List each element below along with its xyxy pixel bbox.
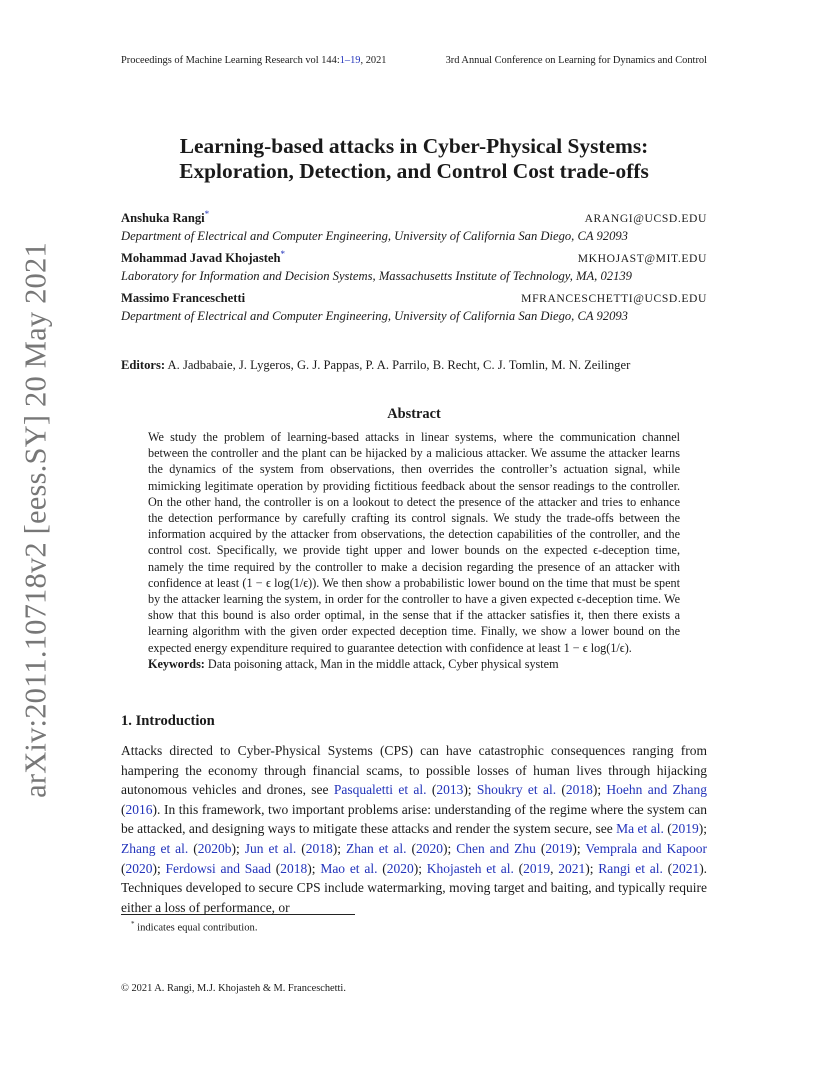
author-affiliation: Department of Electrical and Computer Engineering, University of California San Diego, CA 92093 <box>121 229 628 244</box>
citation-link[interactable]: 2018 <box>305 840 333 856</box>
author-block-3 <box>121 291 707 324</box>
introduction-paragraph <box>121 741 707 917</box>
body-text: ); <box>443 840 457 856</box>
editors-label: Editors: <box>121 358 166 372</box>
copyright-line: © 2021 A. Rangi, M.J. Khojasteh & M. Franceschetti. <box>121 983 346 994</box>
citation-link[interactable]: 2021 <box>558 860 586 876</box>
body-text: ( <box>377 860 387 876</box>
body-text: ( <box>271 860 281 876</box>
body-text: ); <box>592 782 607 798</box>
body-text: ( <box>556 782 566 798</box>
footnote <box>131 920 257 934</box>
proceedings-year: , 2021 <box>360 55 387 66</box>
citation-link[interactable]: 2018 <box>565 782 593 798</box>
citation-link[interactable]: Ma et al. <box>616 821 664 837</box>
citation-link[interactable]: 2020 <box>125 860 153 876</box>
citation-link[interactable]: 2019 <box>523 860 551 876</box>
body-text: ( <box>513 860 524 876</box>
author-affiliation: Laboratory for Information and Decision Systems, Massachusetts Institute of Technology, MA, 02139 <box>121 269 632 284</box>
abstract-heading: Abstract <box>387 406 441 422</box>
author-email: ARANGI@UCSD.EDU <box>584 212 707 226</box>
citation-link[interactable]: 2019 <box>671 821 699 837</box>
citation-link[interactable]: Hoehn and Zhang <box>606 782 707 798</box>
citation-link[interactable]: 2018 <box>280 860 308 876</box>
equal-contribution-marker[interactable]: * <box>280 249 286 259</box>
author-block-1 <box>121 209 707 244</box>
citation-link[interactable]: Jun et al. <box>244 840 297 856</box>
body-text: ); <box>152 860 166 876</box>
equal-contribution-marker[interactable]: * <box>204 209 210 219</box>
keywords-text: Data poisoning attack, Man in the middle attack, Cyber physical system <box>207 656 559 671</box>
author-block-2 <box>121 249 707 284</box>
citation-link[interactable]: Shoukry et al. <box>476 782 557 798</box>
page-range-link[interactable]: 1–19 <box>339 55 361 66</box>
citation-link[interactable]: 2020 <box>386 860 414 876</box>
citation-link[interactable]: 2020b <box>197 840 232 856</box>
keywords-label: Keywords: <box>148 656 205 671</box>
citation-link[interactable]: Zhan et al. <box>345 840 407 856</box>
body-text: Attacks directed to Cyber-Physical Systems (CPS) can have catastrophic consequences ranging from hampering the economy through financial scams, to possible losses of human lives through hijacking autonomous vehicles and drones, see <box>121 743 707 798</box>
body-text: ); <box>572 840 586 856</box>
introduction-body <box>121 741 707 917</box>
abstract-text: We study the problem of learning-based attacks in linear systems, where the communication channel between the controller and the plant can be hijacked by a malicious attacker. We assume the attacker learns the dynamics of the system from observations, then overrides the controller’s actuation signal, while mimicking legitimate operation by providing fictitious feedback about the sensor readings to the controller. On the other hand, the controller is on a lookout to detect the presence of the attacker and tries to enhance the detection performance by carefully crafting its control signals. We study the trade-offs between the information acquired by the attacker from observations, the detection capabilities of the controller, and the control cost. Specifically, we provide tight upper and lower bounds on the expected ϵ-deception time, namely the time required by the controller to make a decision regarding the presence of an attacker with confidence at least (1 − ϵ log(1/ϵ)). We then show a probabilistic lower bound on the time that must be spent by the attacker learning the system, in order for the controller to have a given expected ϵ-deception time. We show that this bound is also order optimal, in the sense that if the attacker satisfies it, then there exists a learning algorithm with the given order expected deception time. Finally, we show a lower bound on the expected energy expenditure required to guarantee detection with confidence at least 1 − ϵ log(1/ϵ). <box>148 430 680 655</box>
body-text: ( <box>121 860 126 876</box>
body-text: ); <box>463 782 477 798</box>
footnote-text: indicates equal contribution. <box>134 922 258 934</box>
editors-names: A. Jadbabaie, J. Lygeros, G. J. Pappas, P. A. Parrilo, B. Recht, C. J. Tomlin, M. N. Zeilinger <box>167 358 631 372</box>
keywords-line <box>148 656 680 672</box>
citation-link[interactable]: 2020 <box>416 840 443 856</box>
body-text: ( <box>426 782 437 798</box>
body-text: ( <box>296 840 306 856</box>
citation-link[interactable]: Rangi et al. <box>598 860 663 876</box>
author-affiliation: Department of Electrical and Computer Engineering, University of California San Diego, CA 92093 <box>121 309 628 323</box>
author-email: MFRANCESCHETTI@UCSD.EDU <box>521 292 707 305</box>
body-text: ( <box>662 860 673 876</box>
body-text: ); <box>231 840 245 856</box>
body-text: ); <box>413 860 427 876</box>
footnote-marker: * <box>131 920 135 928</box>
author-name: Anshuka Rangi <box>121 211 205 226</box>
author-name: Mohammad Javad Khojasteh <box>121 251 281 266</box>
title-line-2: Exploration, Detection, and Control Cost trade-offs <box>179 159 649 183</box>
proceedings-text: Proceedings of Machine Learning Research vol 144: <box>121 55 340 66</box>
body-text: ). Techniques developed to secure CPS include watermarking, moving target and baiting, and typically require either a loss of performance, or <box>121 860 708 915</box>
citation-link[interactable]: 2019 <box>545 840 573 856</box>
body-text: ). In this framework, two important problems arise: understanding of the regime where the system can be attacked, and designing ways to mitigate these attacks and render the system secure, see <box>121 801 707 837</box>
section-heading-introduction: 1. Introduction <box>121 713 215 729</box>
running-head-right: 3rd Annual Conference on Learning for Dynamics and Control <box>445 55 707 66</box>
body-text: ( <box>663 821 672 837</box>
author-email: MKHOJAST@MIT.EDU <box>577 252 707 266</box>
citation-link[interactable]: Zhang et al. <box>121 840 189 856</box>
citation-link[interactable]: 2016 <box>125 801 153 817</box>
body-text: ); <box>698 821 708 837</box>
arxiv-side-identifier <box>12 242 60 798</box>
body-text: ); <box>585 860 599 876</box>
citation-link[interactable]: 2021 <box>672 860 700 876</box>
body-text: ); <box>307 860 321 876</box>
body-text: ( <box>406 840 416 856</box>
author-name: Massimo Franceschetti <box>121 291 246 305</box>
arxiv-id-text: arXiv:2011.10718v2 [eess.SY] 20 May 2021 <box>18 242 53 798</box>
citation-link[interactable]: Pasqualetti et al. <box>333 782 427 798</box>
citation-link[interactable]: Ferdowsi and Saad <box>165 860 272 876</box>
footnote-rule <box>121 914 355 915</box>
citation-link[interactable]: Vemprala and Kapoor <box>585 840 707 856</box>
body-text: ( <box>188 840 198 856</box>
abstract-body <box>148 429 680 672</box>
body-text: ( <box>121 801 126 817</box>
body-text: , <box>550 860 559 876</box>
body-text: ( <box>535 840 546 856</box>
editors-line <box>121 358 707 373</box>
running-head-left <box>121 55 386 66</box>
citation-link[interactable]: Khojasteh et al. <box>426 860 514 876</box>
running-head <box>121 55 707 66</box>
citation-link[interactable]: Chen and Zhu <box>456 840 536 856</box>
citation-link[interactable]: 2013 <box>436 782 464 798</box>
body-text: ); <box>332 840 346 856</box>
paper-title <box>100 134 728 184</box>
title-line-1: Learning-based attacks in Cyber-Physical Systems: <box>179 134 649 158</box>
citation-link[interactable]: Mao et al. <box>320 860 378 876</box>
